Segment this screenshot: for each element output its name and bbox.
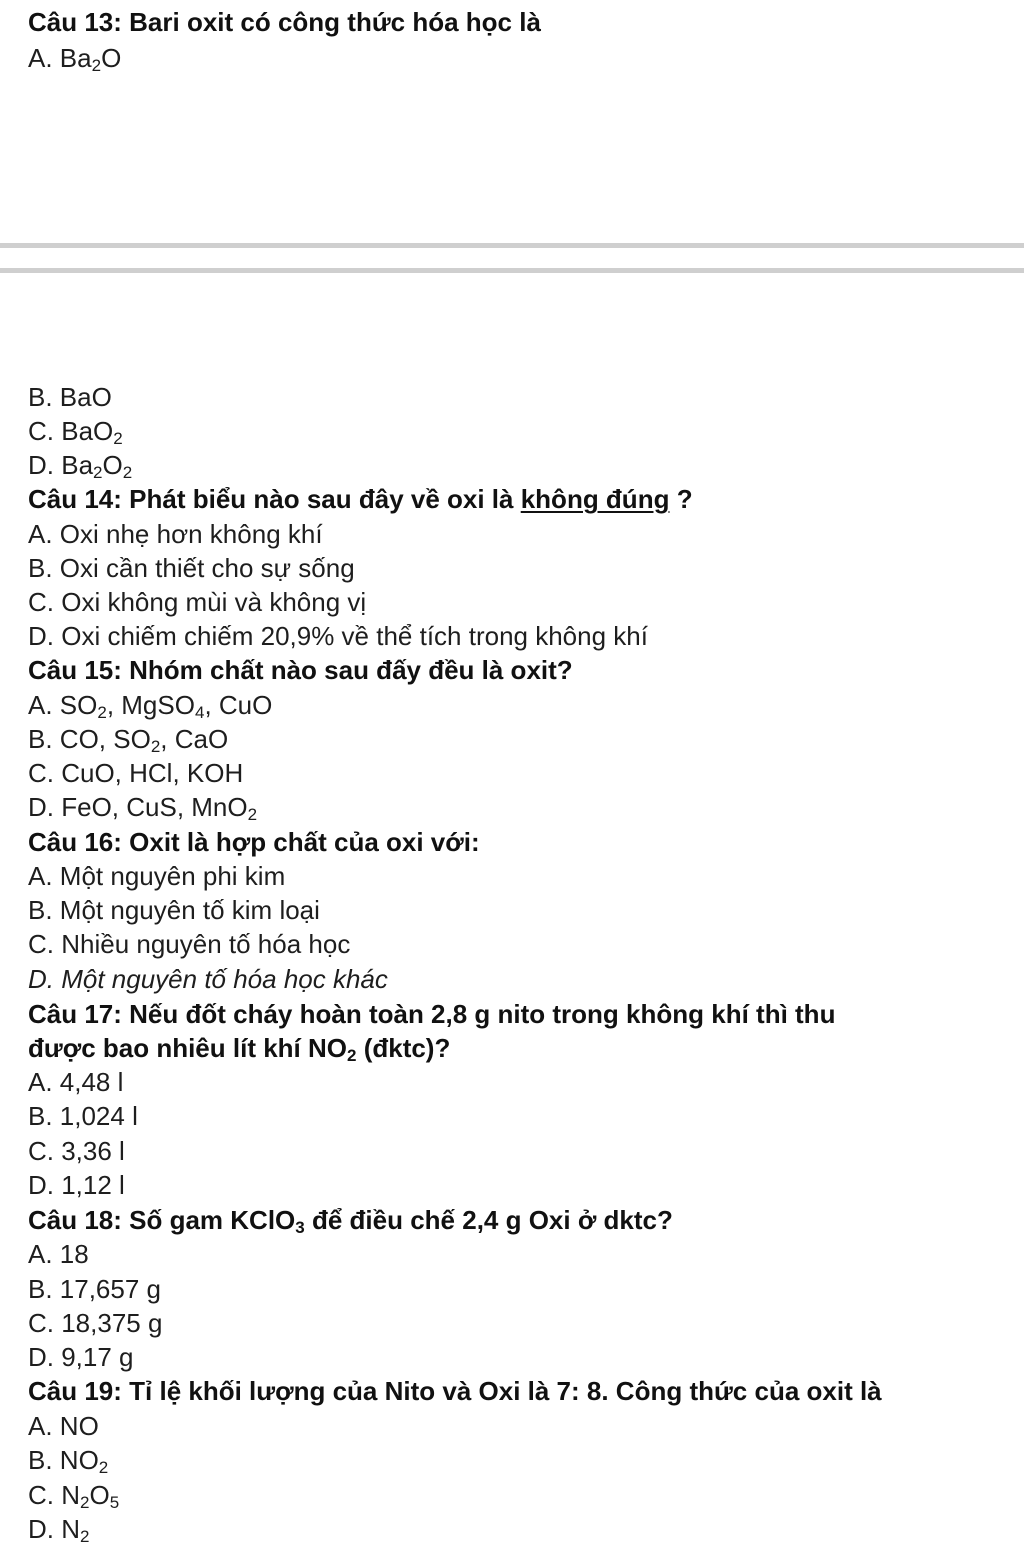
q17-option-b: B. 1,024 l — [28, 1101, 138, 1131]
q14-option-a: A. Oxi nhẹ hơn không khí — [28, 519, 323, 549]
q18-option-d: D. 9,17 g — [28, 1342, 134, 1372]
q19-option-c: C. $N_2O_5$ — [28, 1480, 120, 1512]
q15-option-d: D. FeO, CuS, MnO$_2$ — [28, 792, 258, 824]
q17-option-c: C. 3,36 l — [28, 1136, 125, 1166]
q16-option-d: D. Một nguyên tố hóa học khác — [28, 964, 388, 994]
q16-option-a: A. Một nguyên phi kim — [28, 861, 286, 891]
q13-option-d: D. $Ba_2O_2$ — [28, 450, 133, 482]
page-break-bottom-line — [0, 268, 1024, 273]
page-break-top-line — [0, 243, 1024, 248]
question-13-title: Câu 13: Bari oxit có công thức hóa học là — [28, 7, 541, 37]
question-19-title: Câu 19: Tỉ lệ khối lượng của Nito và Oxi là 7: 8. Công thức của oxit là — [28, 1376, 882, 1406]
q15-option-b: B. CO, $SO_2$, CaO — [28, 724, 229, 756]
q18-option-b: B. 17,657 g — [28, 1274, 161, 1304]
q15-option-a: A. $SO_2$, MgSO$_4$, CuO — [28, 690, 273, 722]
q19-option-b: B. $NO_2$ — [28, 1445, 109, 1477]
q14-option-d: D. Oxi chiếm chiếm 20,9% về thể tích trong không khí — [28, 621, 648, 651]
q16-option-b: B. Một nguyên tố kim loại — [28, 895, 320, 925]
question-15-title: Câu 15: Nhóm chất nào sau đấy đều là oxit? — [28, 655, 573, 685]
question-16-title: Câu 16: Oxit là hợp chất của oxi với: — [28, 827, 480, 857]
q17-option-d: D. 1,12 l — [28, 1170, 125, 1200]
q19-option-a: A. NO — [28, 1411, 99, 1441]
question-14-title: Câu 14: Phát biểu nào sau đây về oxi là không đúng ? — [28, 484, 693, 514]
question-18-title: Câu 18: Số gam KClO$_3$ để điều chế 2,4 g Oxi ở dktc? — [28, 1205, 673, 1237]
q13-option-b: B. BaO — [28, 382, 112, 412]
q18-option-a: A. 18 — [28, 1239, 89, 1269]
question-17-title-line1: Câu 17: Nếu đốt cháy hoàn toàn 2,8 g nito trong không khí thì thu — [28, 999, 836, 1029]
emphasis-underline: không đúng — [520, 484, 670, 514]
q14-option-c: C. Oxi không mùi và không vị — [28, 587, 367, 617]
q13-option-a: A. $Ba_2O$ — [28, 43, 122, 75]
q16-option-c: C. Nhiều nguyên tố hóa học — [28, 929, 351, 959]
question-17-title-line2: được bao nhiêu lít khí $NO_2$ (đktc)? — [28, 1033, 451, 1065]
q15-option-c: C. CuO, HCl, KOH — [28, 758, 244, 788]
q14-option-b: B. Oxi cần thiết cho sự sống — [28, 553, 355, 583]
q17-option-a: A. 4,48 l — [28, 1067, 124, 1097]
q19-option-d: D. $N_2$ — [28, 1514, 90, 1546]
q13-option-c: C. BaO$_2$ — [28, 416, 123, 448]
q18-option-c: C. 18,375 g — [28, 1308, 163, 1338]
